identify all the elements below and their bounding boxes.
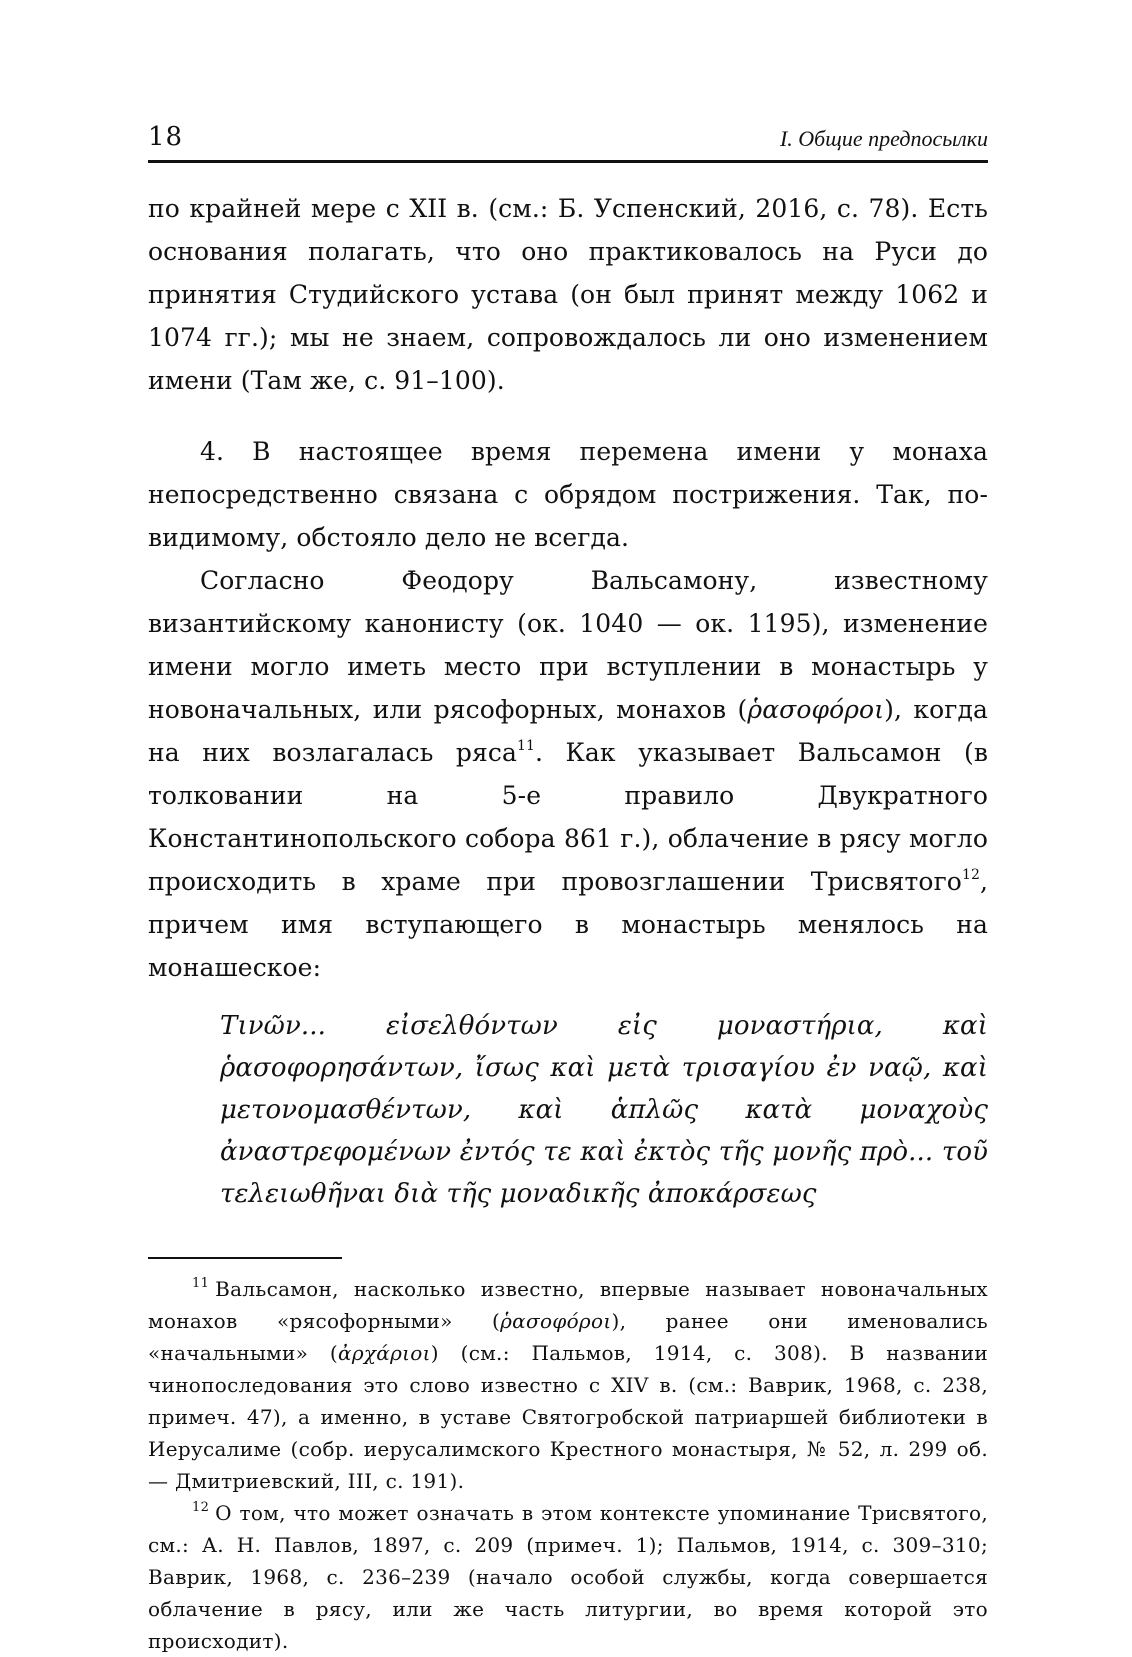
text-run: ) (см.: Пальмов, 1914, с. 308). В названии чинопоследования это слово известно с XIV в. (см.: Ваврик, 1968, с. 238, примеч. 47), а именно, в уставе Святогробской патриаршей библиотеки в Иерусалиме (собр. иерусалимского Крестного монастыря, № 52, л. 299 об. — Дмитриевский, III, с. 191).: [148, 1341, 988, 1493]
greek-term: ῥασοφόροι: [500, 1309, 612, 1333]
footnote-11: [148, 1273, 988, 1497]
text-run: ), когда на них возлагалась ряса: [148, 695, 988, 767]
text-run: О том, что может означать в этом контексте упоминание Трисвятого, см.: А. Н. Павлов, 1897, с. 209 (примеч. 1); Пальмов, 1914, с. 309–310; Ваврик, 1968, с. 236–239 (начало особой службы, когда совершается облачение в рясу, или же часть литургии, во время которой это происходит).: [148, 1501, 988, 1653]
greek-block-quote: Τινῶν... εἰσελθόντων εἰς μοναστήρια, καὶ ῥασοφορησάντων, ἴσως καὶ μετὰ τρισαγίου ἐν ναῷ, καὶ μετονομασθέντων, καὶ ἁπλῶς κατὰ μοναχοὺς ἀναστρεφομένων ἐντός τε καὶ ἐκτὸς τῆς μονῆς πρὸ... τοῦ τελειωθῆναι διὰ τῆς μοναδικῆς ἀποκάρσεως: [220, 1011, 988, 1209]
paragraph-continued: по крайней мере с XII в. (см.: Б. Успенский, 2016, с. 78). Есть основания полагать, что оно практиковалось на Руси до принятия Студийского устава (он был принят между 1062 и 1074 гг.); мы не знаем, сопровождалось ли оно изменением имени (Там же, с. 91–100).: [148, 194, 988, 395]
footnote-mark: 11: [192, 1276, 210, 1291]
text-run: , причем имя вступающего в монастырь менялось на монашеское:: [148, 867, 988, 982]
footnote-12: [148, 1497, 988, 1657]
text-run: ), ранее они именовались «начальными» (: [148, 1309, 988, 1365]
footnote-ref-12[interactable]: 12: [961, 867, 980, 883]
running-head: [148, 110, 988, 163]
text-run: Вальсамон, насколько известно, впервые называет новоначальных монахов «рясофорными» (: [148, 1277, 988, 1333]
footnotes: [148, 1273, 988, 1657]
section-title: I. Общие предпосылки: [779, 126, 988, 151]
page-number: 18: [148, 122, 184, 152]
footnote-mark: 12: [192, 1500, 210, 1515]
footnote-divider: [148, 1257, 342, 1259]
greek-term: ῥασοφόροι: [747, 695, 885, 724]
greek-term: ἀρχάριοι: [338, 1341, 431, 1365]
footnote-ref-11[interactable]: 11: [516, 738, 535, 754]
book-page: [148, 110, 988, 1657]
main-text: [148, 187, 988, 1215]
paragraph-section-4: 4. В настоящее время перемена имени у монаха непосредственно связана с обрядом пострижения. Так, по-видимому, обстояло дело не всегда.: [148, 437, 988, 552]
text-run: . Как указывает Вальсамон (в толковании на 5-е правило Двукратного Константинопольского собора 861 г.), облачение в рясу могло происходить в храме при провозглашении Трисвятого: [148, 738, 989, 896]
paragraph-balsamon: [148, 559, 988, 989]
text-run: Согласно Феодору Вальсамону, известному византийскому канонисту (ок. 1040 — ок. 1195), изменение имени могло иметь место при вступлении в монастырь у новоначальных, или рясофорных, монахов (: [148, 566, 988, 724]
